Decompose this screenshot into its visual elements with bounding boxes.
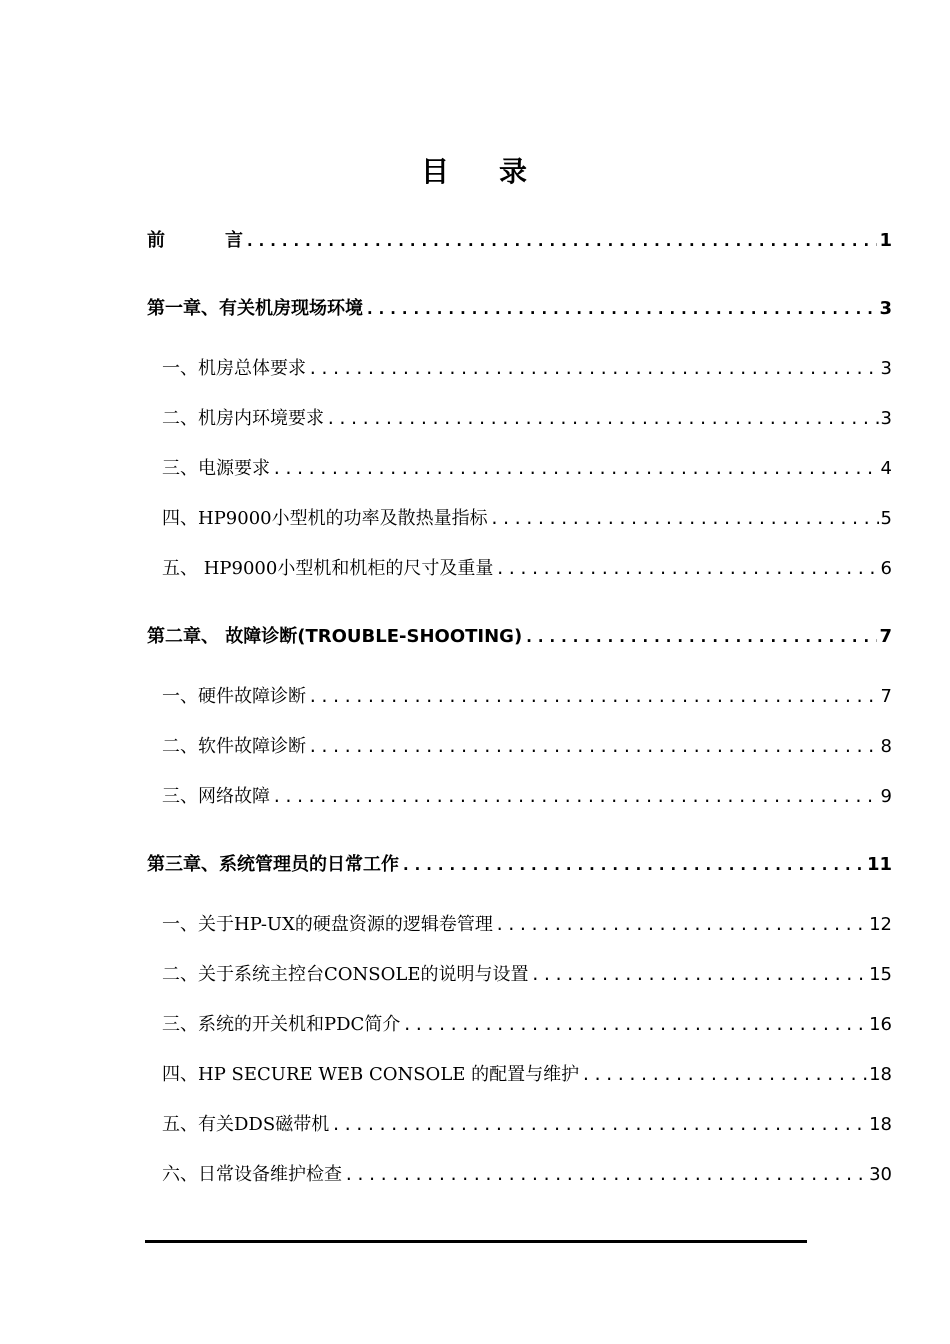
toc-page-number: 7: [880, 686, 892, 707]
toc-page-number: 9: [880, 786, 892, 807]
toc-entry-section[interactable]: [162, 1160, 892, 1188]
dot-leader: [308, 737, 879, 756]
toc-entry-chapter3[interactable]: [147, 850, 892, 878]
toc-entry-section[interactable]: [162, 1110, 892, 1138]
dot-leader: [272, 787, 879, 806]
toc-entry-label: 二、软件故障诊断: [162, 736, 306, 757]
dot-leader: [326, 409, 879, 428]
toc-entry-label: [147, 226, 243, 252]
dot-leader: [308, 359, 879, 378]
toc-entry-section[interactable]: [162, 554, 892, 582]
toc-entry-label: 四、HP SECURE WEB CONSOLE 的配置与维护: [162, 1064, 580, 1085]
toc-entry-label: 第二章、 故障诊断(TROUBLE-SHOOTING): [147, 626, 523, 647]
preface-part1: 前: [147, 230, 165, 251]
toc-entry-label: 一、硬件故障诊断: [162, 686, 306, 707]
toc-page-number: 6: [880, 558, 892, 579]
toc-page-number: 3: [879, 298, 892, 319]
dot-leader: [402, 1015, 867, 1034]
dot-leader: [490, 509, 879, 528]
dot-leader: [530, 965, 867, 984]
dot-leader: [245, 231, 877, 250]
toc-title-part1: 目: [420, 155, 451, 188]
toc-entry-section[interactable]: [162, 732, 892, 760]
toc-page-number: 16: [869, 1014, 892, 1035]
toc-page-number: 30: [869, 1164, 892, 1185]
toc-entry-chapter2[interactable]: [147, 622, 892, 650]
toc-entry-section[interactable]: [162, 782, 892, 810]
toc-page-number: 5: [880, 508, 892, 529]
toc-entry-label: 六、日常设备维护检查: [162, 1164, 342, 1185]
toc-entry-preface[interactable]: [147, 226, 892, 254]
toc-entry-label: 二、机房内环境要求: [162, 408, 324, 429]
dot-leader: [344, 1165, 867, 1184]
toc-page-number: 15: [869, 964, 892, 985]
toc-page-number: 7: [879, 626, 892, 647]
toc-entry-chapter1[interactable]: [147, 294, 892, 322]
toc-entry-label: 三、系统的开关机和PDC简介: [162, 1014, 401, 1035]
toc-entry-section[interactable]: [162, 960, 892, 988]
toc-entry-section[interactable]: [162, 1060, 892, 1088]
toc-page-number: 4: [880, 458, 892, 479]
toc-page-number: 8: [880, 736, 892, 757]
toc-entry-section[interactable]: [162, 354, 892, 382]
toc-entry-label: 一、机房总体要求: [162, 358, 306, 379]
toc-entry-label: 五、有关DDS磁带机: [162, 1114, 330, 1135]
toc-entry-section[interactable]: [162, 504, 892, 532]
toc-entry-section[interactable]: [162, 454, 892, 482]
toc-page-number: 18: [869, 1114, 892, 1135]
toc-entry-label: 一、关于HP-UX的硬盘资源的逻辑卷管理: [162, 914, 493, 935]
toc-entry-section[interactable]: [162, 910, 892, 938]
toc-entry-label: 四、HP9000小型机的功率及散热量指标: [162, 508, 488, 529]
preface-part2: 言: [225, 230, 243, 251]
toc-entry-label: 三、网络故障: [162, 786, 270, 807]
toc-page-number: 12: [869, 914, 892, 935]
dot-leader: [495, 915, 867, 934]
footer-rule: [145, 1240, 807, 1243]
toc-entry-label: 五、 HP9000小型机和机柜的尺寸及重量: [162, 558, 494, 579]
dot-leader: [331, 1115, 867, 1134]
dot-leader: [272, 459, 879, 478]
toc-entry-label: 二、关于系统主控台CONSOLE的说明与设置: [162, 964, 529, 985]
toc-entry-section[interactable]: [162, 404, 892, 432]
dot-leader: [401, 855, 865, 874]
toc-page-number: 18: [869, 1064, 892, 1085]
dot-leader: [308, 687, 879, 706]
toc-title-part2: 录: [499, 155, 530, 188]
dot-leader: [581, 1065, 867, 1084]
toc-page-number: 1: [879, 230, 892, 251]
toc-page-number: 11: [866, 854, 892, 875]
toc-page-number: 3: [880, 408, 892, 429]
toc-page-number: 3: [880, 358, 892, 379]
toc-entry-label: 第三章、系统管理员的日常工作: [147, 854, 399, 875]
dot-leader: [495, 559, 878, 578]
toc-entry-section[interactable]: [162, 682, 892, 710]
toc-entry-label: 第一章、有关机房现场环境: [147, 298, 363, 319]
dot-leader: [524, 627, 877, 646]
toc-entry-section[interactable]: [162, 1010, 892, 1038]
toc-entry-label: 三、电源要求: [162, 458, 270, 479]
dot-leader: [365, 299, 877, 318]
